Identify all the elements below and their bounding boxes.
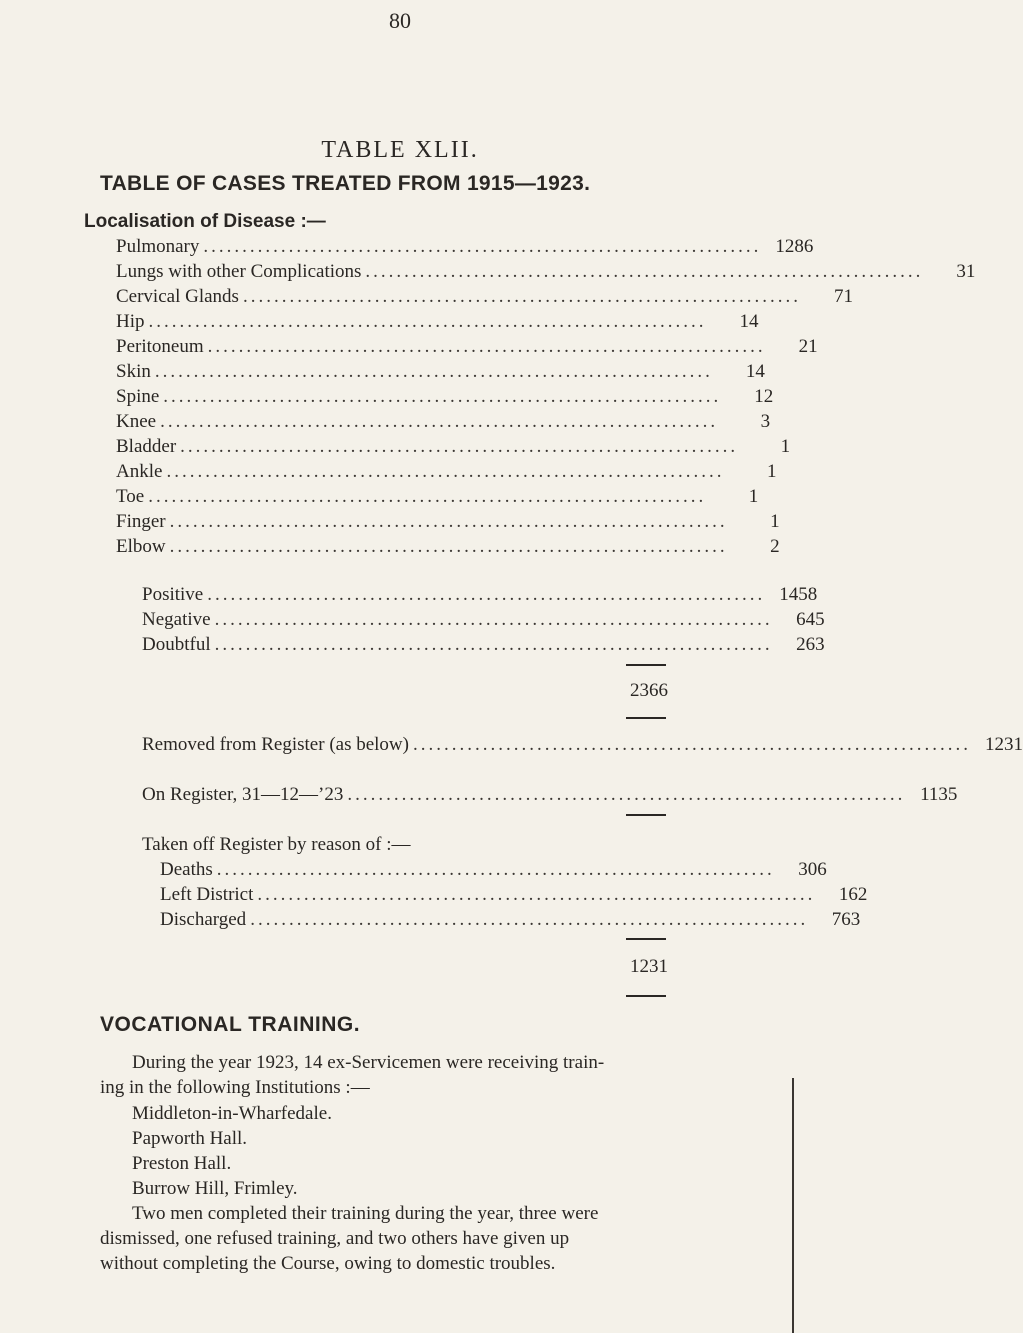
leader-dots: ........................................................................	[207, 584, 766, 605]
leader-dots: ........................................................................	[169, 511, 728, 532]
list-item	[142, 634, 825, 656]
page-number: 80	[389, 8, 411, 33]
row-label: Ankle	[116, 461, 163, 482]
row-label: Lungs with other Complications	[116, 261, 362, 282]
table-number: TABLE XLII.	[321, 137, 479, 163]
leader-dots: ........................................................................	[214, 609, 773, 630]
divider	[626, 814, 666, 816]
row-value: 162	[838, 884, 868, 905]
text-line: dismissed, one refused training, and two others have given up	[100, 1228, 570, 1249]
list-item	[116, 336, 818, 358]
row-label: Left District	[160, 884, 254, 905]
row-value: 763	[831, 909, 861, 930]
list-item	[116, 311, 759, 333]
leader-dots: ........................................................................	[242, 286, 801, 307]
list-item	[116, 236, 814, 258]
page-title: TABLE OF CASES TREATED FROM 1915—1923.	[100, 172, 591, 195]
row-label: Cervical Glands	[116, 286, 239, 307]
section-title: VOCATIONAL TRAINING.	[100, 1013, 361, 1036]
row-value: 1458	[779, 584, 818, 605]
row-value: 3	[760, 411, 771, 432]
list-item	[116, 386, 774, 408]
taken-off-heading: Taken off Register by reason of :—	[142, 834, 411, 855]
paragraph-closing	[100, 1201, 790, 1276]
divider	[626, 664, 666, 666]
list-item	[116, 436, 791, 458]
list-item	[160, 909, 861, 931]
list-item: Preston Hall.	[132, 1153, 232, 1174]
results-total: 2366	[630, 680, 668, 701]
leader-dots: ........................................................................	[169, 536, 728, 557]
removed-row	[142, 734, 1023, 756]
divider	[626, 938, 666, 940]
list-item	[142, 584, 818, 606]
row-label: Hip	[116, 311, 145, 332]
row-label: On Register, 31—12—’23	[142, 784, 344, 805]
text-line: During the year 1923, 14 ex-Servicemen were receiving train-	[132, 1052, 605, 1073]
row-label: Removed from Register (as below)	[142, 734, 409, 755]
row-label: Doubtful	[142, 634, 211, 655]
row-value: 645	[796, 609, 825, 630]
leader-dots: ........................................................................	[148, 486, 707, 507]
row-value: 263	[796, 634, 825, 655]
divider	[626, 717, 666, 719]
leader-dots: ........................................................................	[250, 909, 809, 930]
localisation-heading: Localisation of Disease :—	[84, 211, 326, 232]
row-value: 1286	[775, 236, 814, 257]
row-label: Knee	[116, 411, 157, 432]
row-label: Discharged	[160, 909, 247, 930]
list-item	[160, 884, 868, 906]
list-item: Middleton-in-Wharfedale.	[132, 1103, 332, 1124]
row-value: 2	[770, 536, 780, 557]
row-label: Pulmonary	[116, 236, 200, 257]
paragraph-intro	[100, 1050, 790, 1100]
leader-dots: ........................................................................	[216, 859, 775, 880]
row-value: 1	[780, 436, 791, 457]
leader-dots: ........................................................................	[180, 436, 739, 457]
row-value: 1135	[920, 784, 958, 805]
row-value: 31	[956, 261, 976, 282]
row-value: 71	[833, 286, 853, 307]
row-label: Peritoneum	[116, 336, 204, 357]
list-item	[116, 461, 777, 483]
leader-dots: ........................................................................	[203, 236, 762, 257]
leader-dots: ........................................................................	[160, 411, 719, 432]
leader-dots: ........................................................................	[347, 784, 906, 805]
row-label: Bladder	[116, 436, 177, 457]
list-item	[116, 486, 759, 508]
row-label: Skin	[116, 361, 151, 382]
text-line: ing in the following Institutions :—	[100, 1077, 370, 1098]
leader-dots: ........................................................................	[154, 361, 713, 382]
leader-dots: ........................................................................	[257, 884, 816, 905]
text-line: Two men completed their training during the year, three were	[132, 1203, 599, 1224]
row-value: 1	[748, 486, 759, 507]
text-line: without completing the Course, owing to domestic troubles.	[100, 1253, 556, 1274]
list-item	[116, 411, 771, 433]
taken-off-total: 1231	[630, 956, 668, 977]
leader-dots: ........................................................................	[163, 386, 722, 407]
list-item	[142, 609, 825, 631]
row-value: 1	[770, 511, 780, 532]
leader-dots: ........................................................................	[412, 734, 971, 755]
leader-dots: ........................................................................	[166, 461, 725, 482]
row-value: 306	[798, 859, 827, 880]
row-label: Positive	[142, 584, 204, 605]
institution-list	[132, 1101, 332, 1201]
list-item: Papworth Hall.	[132, 1128, 248, 1149]
row-value: 1	[766, 461, 777, 482]
divider	[626, 995, 666, 997]
row-value: 1231	[984, 734, 1023, 755]
row-label: Spine	[116, 386, 160, 407]
row-value: 21	[798, 336, 818, 357]
list-item	[116, 286, 853, 308]
list-item	[116, 361, 765, 383]
on-register-row	[142, 784, 958, 806]
page-edge-line	[792, 1078, 794, 1333]
row-value: 12	[754, 386, 774, 407]
row-label: Toe	[116, 486, 145, 507]
list-item	[116, 536, 780, 558]
leader-dots: ........................................................................	[214, 634, 773, 655]
row-label: Elbow	[116, 536, 166, 557]
row-label: Negative	[142, 609, 211, 630]
row-value: 14	[745, 361, 765, 382]
list-item	[160, 859, 827, 881]
row-label: Finger	[116, 511, 166, 532]
row-value: 14	[739, 311, 759, 332]
list-item	[116, 511, 780, 533]
row-label: Deaths	[160, 859, 213, 880]
leader-dots: ........................................................................	[207, 336, 766, 357]
list-item	[116, 261, 976, 283]
list-item: Burrow Hill, Frimley.	[132, 1178, 298, 1199]
leader-dots: ........................................................................	[365, 261, 924, 282]
leader-dots: ........................................................................	[148, 311, 707, 332]
